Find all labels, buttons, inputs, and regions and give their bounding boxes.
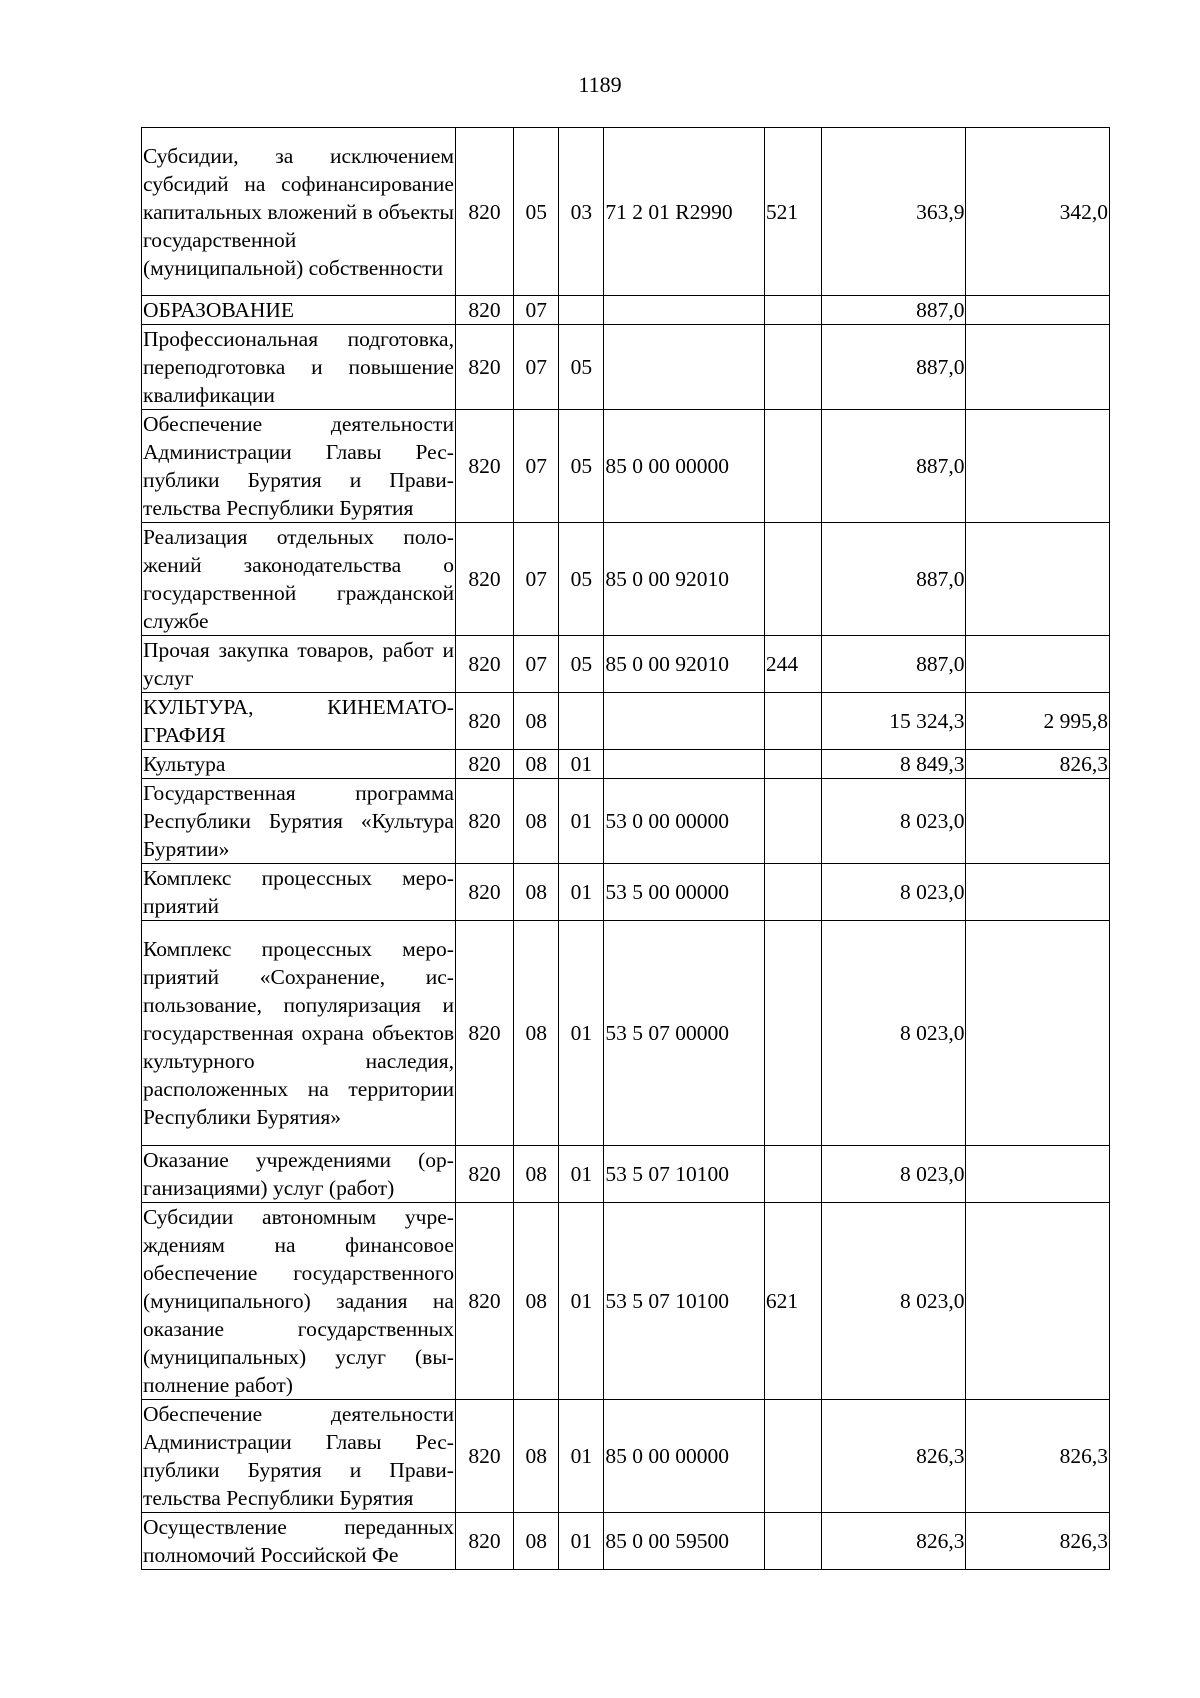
cell-vr: 621 xyxy=(764,1203,821,1400)
cell-sum-2 xyxy=(966,779,1110,864)
cell-vr xyxy=(764,1146,821,1203)
cell-sum-1: 887,0 xyxy=(822,325,966,410)
cell-ved: 820 xyxy=(455,864,513,921)
cell-ved: 820 xyxy=(455,921,513,1146)
cell-rz: 08 xyxy=(514,921,559,1146)
cell-csr: 53 5 07 00000 xyxy=(604,921,764,1146)
cell-pr: 05 xyxy=(559,410,604,523)
table-row xyxy=(142,636,1110,693)
cell-ved: 820 xyxy=(455,693,513,750)
table-row xyxy=(142,128,1110,296)
cell-pr: 05 xyxy=(559,636,604,693)
cell-pr: 05 xyxy=(559,325,604,410)
cell-pr xyxy=(559,693,604,750)
cell-ved: 820 xyxy=(455,296,513,325)
cell-vr xyxy=(764,693,821,750)
cell-vr xyxy=(764,1400,821,1513)
cell-ved: 820 xyxy=(455,1400,513,1513)
table-row xyxy=(142,1513,1110,1570)
cell-rz: 07 xyxy=(514,523,559,636)
cell-sum-2 xyxy=(966,921,1110,1146)
cell-sum-2 xyxy=(966,1203,1110,1400)
cell-sum-1: 887,0 xyxy=(822,410,966,523)
cell-sum-2: 826,3 xyxy=(966,750,1110,779)
cell-name: Государственная программа Республики Бурятия «Культура Бурятии» xyxy=(142,779,456,864)
cell-ved: 820 xyxy=(455,128,513,296)
cell-csr: 71 2 01 R2990 xyxy=(604,128,764,296)
cell-sum-2: 2 995,8 xyxy=(966,693,1110,750)
cell-name: КУЛЬТУРА, КИНЕМАТОГРАФИЯ xyxy=(142,693,456,750)
cell-sum-1: 15 324,3 xyxy=(822,693,966,750)
table-row xyxy=(142,693,1110,750)
cell-sum-1: 887,0 xyxy=(822,296,966,325)
cell-sum-1: 8 023,0 xyxy=(822,864,966,921)
cell-csr: 85 0 00 00000 xyxy=(604,1400,764,1513)
cell-sum-2 xyxy=(966,636,1110,693)
cell-sum-2 xyxy=(966,410,1110,523)
cell-pr: 01 xyxy=(559,1513,604,1570)
cell-vr xyxy=(764,296,821,325)
cell-pr: 01 xyxy=(559,1203,604,1400)
cell-sum-2 xyxy=(966,1146,1110,1203)
cell-ved: 820 xyxy=(455,750,513,779)
table-row xyxy=(142,1400,1110,1513)
cell-name: Культура xyxy=(142,750,456,779)
table-row xyxy=(142,1146,1110,1203)
cell-sum-1: 363,9 xyxy=(822,128,966,296)
cell-vr xyxy=(764,864,821,921)
cell-sum-1: 887,0 xyxy=(822,636,966,693)
cell-sum-1: 8 023,0 xyxy=(822,1203,966,1400)
cell-csr: 53 5 07 10100 xyxy=(604,1203,764,1400)
cell-ved: 820 xyxy=(455,779,513,864)
cell-rz: 07 xyxy=(514,636,559,693)
cell-sum-1: 8 023,0 xyxy=(822,779,966,864)
cell-csr: 85 0 00 92010 xyxy=(604,636,764,693)
cell-sum-1: 826,3 xyxy=(822,1400,966,1513)
page-number: 1189 xyxy=(578,72,622,97)
cell-vr xyxy=(764,325,821,410)
cell-pr: 01 xyxy=(559,1146,604,1203)
table-row xyxy=(142,1203,1110,1400)
cell-sum-1: 8 023,0 xyxy=(822,921,966,1146)
cell-csr xyxy=(604,693,764,750)
cell-name: Осуществление переданных полномочий Российской Фе xyxy=(142,1513,456,1570)
cell-name: Обеспечение деятельности Администрации Главы Республики Бурятия и Правительства Республики Бурятия xyxy=(142,410,456,523)
cell-name: Обеспечение деятельности Администрации Главы Республики Бурятия и Правительства Республики Бурятия xyxy=(142,1400,456,1513)
cell-ved: 820 xyxy=(455,1203,513,1400)
cell-vr xyxy=(764,1513,821,1570)
cell-sum-2: 342,0 xyxy=(966,128,1110,296)
cell-ved: 820 xyxy=(455,636,513,693)
cell-sum-2 xyxy=(966,325,1110,410)
cell-sum-2 xyxy=(966,864,1110,921)
table-row xyxy=(142,296,1110,325)
cell-ved: 820 xyxy=(455,410,513,523)
cell-vr: 244 xyxy=(764,636,821,693)
cell-rz: 08 xyxy=(514,1400,559,1513)
cell-sum-1: 8 849,3 xyxy=(822,750,966,779)
cell-name: Комплекс процессных мероприятий «Сохранение, использование, популяризация и государственная охрана объектов культурного наследия, расположенных на территории Республики Бурятия» xyxy=(142,921,456,1146)
cell-ved: 820 xyxy=(455,325,513,410)
cell-vr xyxy=(764,921,821,1146)
cell-sum-1: 8 023,0 xyxy=(822,1146,966,1203)
cell-pr: 05 xyxy=(559,523,604,636)
cell-pr: 01 xyxy=(559,1400,604,1513)
cell-csr: 85 0 00 59500 xyxy=(604,1513,764,1570)
cell-csr xyxy=(604,325,764,410)
cell-sum-2 xyxy=(966,296,1110,325)
cell-csr: 85 0 00 00000 xyxy=(604,410,764,523)
cell-csr: 53 5 07 10100 xyxy=(604,1146,764,1203)
budget-table xyxy=(141,127,1110,1570)
cell-rz: 08 xyxy=(514,750,559,779)
cell-name: Комплекс процессных мероприятий xyxy=(142,864,456,921)
cell-rz: 08 xyxy=(514,1146,559,1203)
cell-name: Субсидии автономным учреждениям на финансовое обеспечение государственного (муниципального) задания на оказание государственных (муниципальных) услуг (выполнение работ) xyxy=(142,1203,456,1400)
table-row xyxy=(142,325,1110,410)
cell-pr: 01 xyxy=(559,864,604,921)
cell-pr xyxy=(559,296,604,325)
cell-pr: 03 xyxy=(559,128,604,296)
cell-sum-2 xyxy=(966,523,1110,636)
cell-ved: 820 xyxy=(455,1513,513,1570)
cell-name: ОБРАЗОВАНИЕ xyxy=(142,296,456,325)
cell-name: Оказание учреждениями (организациями) услуг (работ) xyxy=(142,1146,456,1203)
table-row xyxy=(142,523,1110,636)
cell-sum-2: 826,3 xyxy=(966,1513,1110,1570)
cell-pr: 01 xyxy=(559,750,604,779)
cell-rz: 08 xyxy=(514,864,559,921)
cell-csr: 85 0 00 92010 xyxy=(604,523,764,636)
table-row xyxy=(142,750,1110,779)
table-row xyxy=(142,779,1110,864)
cell-sum-1: 826,3 xyxy=(822,1513,966,1570)
cell-name: Реализация отдельных положений законодательства о государственной гражданской службе xyxy=(142,523,456,636)
cell-vr xyxy=(764,750,821,779)
cell-rz: 07 xyxy=(514,325,559,410)
cell-name: Профессиональная подготовка, переподготовка и повышение квалификации xyxy=(142,325,456,410)
cell-ved: 820 xyxy=(455,1146,513,1203)
cell-csr: 53 0 00 00000 xyxy=(604,779,764,864)
cell-rz: 05 xyxy=(514,128,559,296)
cell-rz: 08 xyxy=(514,779,559,864)
table-body xyxy=(142,128,1110,1570)
cell-rz: 08 xyxy=(514,693,559,750)
cell-vr xyxy=(764,779,821,864)
cell-pr: 01 xyxy=(559,921,604,1146)
cell-vr xyxy=(764,523,821,636)
cell-name: Субсидии, за исключением субсидий на софинансирование капитальных вложений в объекты государственной (муниципальной) собственности xyxy=(142,128,456,296)
cell-rz: 07 xyxy=(514,296,559,325)
cell-name: Прочая закупка товаров, работ и услуг xyxy=(142,636,456,693)
cell-csr xyxy=(604,750,764,779)
cell-rz: 08 xyxy=(514,1513,559,1570)
cell-csr: 53 5 00 00000 xyxy=(604,864,764,921)
cell-pr: 01 xyxy=(559,779,604,864)
table-row xyxy=(142,921,1110,1146)
cell-rz: 08 xyxy=(514,1203,559,1400)
cell-sum-2: 826,3 xyxy=(966,1400,1110,1513)
cell-sum-1: 887,0 xyxy=(822,523,966,636)
cell-vr: 521 xyxy=(764,128,821,296)
table-row xyxy=(142,410,1110,523)
cell-csr xyxy=(604,296,764,325)
cell-rz: 07 xyxy=(514,410,559,523)
cell-ved: 820 xyxy=(455,523,513,636)
cell-vr xyxy=(764,410,821,523)
table-row xyxy=(142,864,1110,921)
